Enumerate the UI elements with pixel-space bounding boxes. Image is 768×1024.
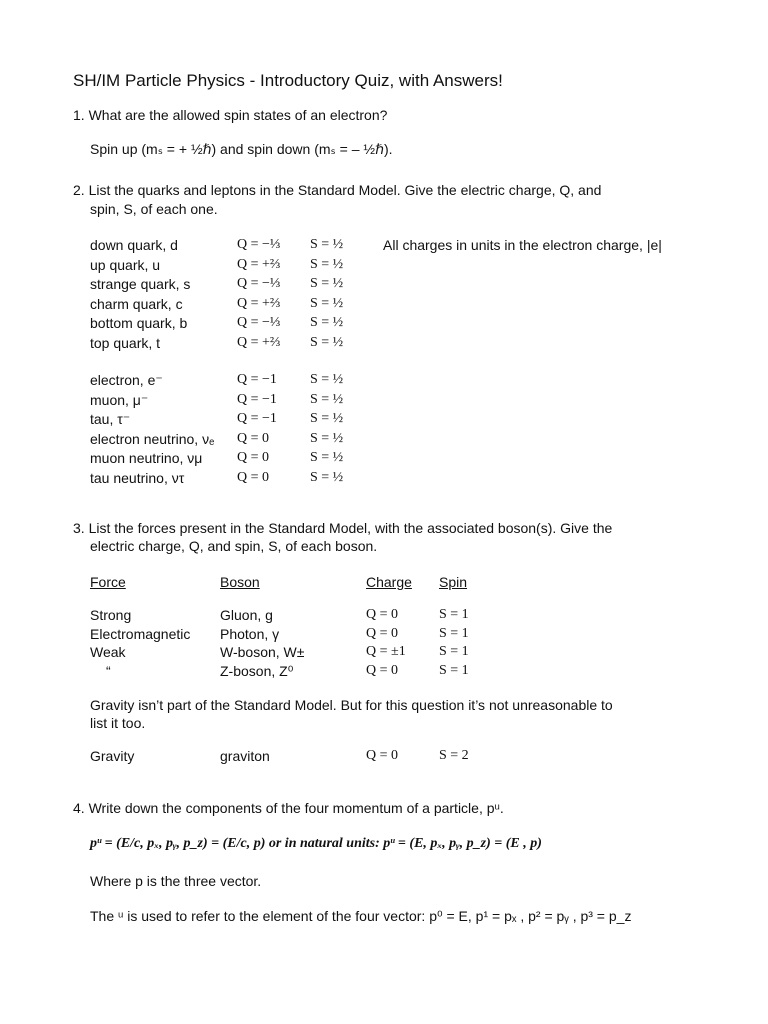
lepton-name: muon neutrino, νμ <box>90 450 203 466</box>
quark-name: down quark, d <box>90 237 178 253</box>
lepton-spin: S = ½ <box>310 372 344 387</box>
boson-boson: Gluon, g <box>220 607 273 623</box>
quark-name: charm quark, c <box>90 295 183 312</box>
four-vector-elements: The ᵘ is used to refer to the element of the four vector: p⁰ = E, p¹ = pₓ , p² = pᵧ , p³ = p_z <box>90 908 632 924</box>
gravity-note-line-2: list it too. <box>90 715 146 731</box>
boson-spin: S = 1 <box>439 662 469 678</box>
boson-boson: Z-boson, Z⁰ <box>220 662 294 679</box>
boson-boson: Photon, γ <box>220 625 280 642</box>
lepton-spin: S = ½ <box>310 430 344 446</box>
lepton-name: tau neutrino, ντ <box>90 469 185 486</box>
answer-1: Spin up (mₛ = + ½ℏ) and spin down (mₛ = – ½ℏ). <box>90 141 393 157</box>
header-charge: Charge <box>366 574 412 590</box>
header-boson: Boson <box>220 574 260 590</box>
quark-charge: Q = +⅔ <box>237 295 281 311</box>
boson-spin: S = 1 <box>439 625 469 641</box>
page-title: SH/IM Particle Physics - Introductory Quiz, with Answers! <box>73 71 503 90</box>
lepton-charge: Q = 0 <box>237 469 270 485</box>
quark-charge: Q = −⅓ <box>237 237 281 252</box>
quark-name: strange quark, s <box>90 276 191 292</box>
charge-units-note: All charges in units in the electron charge, |e| <box>383 237 662 253</box>
quark-name: bottom quark, b <box>90 315 188 331</box>
gravity-charge: Q = 0 <box>366 748 399 763</box>
question-3-line-2: electric charge, Q, and spin, S, of each boson. <box>90 538 378 554</box>
boson-charge: Q = ±1 <box>366 644 406 659</box>
lepton-spin: S = ½ <box>310 411 344 426</box>
gravity-note-line-1: Gravity isn’t part of the Standard Model. But for this question it’s not unreasonable to <box>90 697 613 713</box>
question-1: 1. What are the allowed spin states of an electron? <box>73 107 388 123</box>
quark-name: top quark, t <box>90 334 161 351</box>
lepton-name: tau, τ⁻ <box>90 411 131 427</box>
quark-spin: S = ½ <box>310 256 344 272</box>
lepton-charge: Q = −1 <box>237 372 277 387</box>
quark-charge: Q = −⅓ <box>237 315 281 330</box>
quark-spin: S = ½ <box>310 237 344 252</box>
lepton-name: muon, μ⁻ <box>90 391 149 408</box>
lepton-name: electron, e⁻ <box>90 372 163 388</box>
gravity-boson: graviton <box>220 748 270 764</box>
lepton-charge: Q = −1 <box>237 391 277 407</box>
lepton-charge: Q = −1 <box>237 411 277 426</box>
question-3-line-1: 3. List the forces present in the Standard Model, with the associated boson(s). Give the <box>73 520 613 536</box>
gravity-force: Gravity <box>90 748 135 764</box>
boson-force: “ <box>106 662 111 679</box>
quark-spin: S = ½ <box>310 276 344 291</box>
boson-boson: W-boson, W± <box>220 644 305 660</box>
question-4: 4. Write down the components of the four momentum of a particle, pᵘ. <box>73 800 504 816</box>
boson-spin: S = 1 <box>439 607 469 622</box>
four-momentum-formula: pᵘ = (E/c, pₓ, pᵧ, p_z) = (E/c, p) or in natural units: pᵘ = (E, pₓ, pᵧ, p_z) = (E , p) <box>90 836 542 851</box>
lepton-charge: Q = 0 <box>237 430 270 446</box>
quark-spin: S = ½ <box>310 295 344 311</box>
quark-name: up quark, u <box>90 256 161 273</box>
quark-charge: Q = −⅓ <box>237 276 281 291</box>
quark-charge: Q = +⅔ <box>237 256 281 272</box>
header-spin: Spin <box>439 574 468 590</box>
quark-charge: Q = +⅔ <box>237 334 281 350</box>
boson-spin: S = 1 <box>439 644 469 659</box>
lepton-name: electron neutrino, νₑ <box>90 430 215 447</box>
boson-charge: Q = 0 <box>366 625 399 641</box>
quark-spin: S = ½ <box>310 334 344 350</box>
lepton-spin: S = ½ <box>310 450 344 465</box>
lepton-spin: S = ½ <box>310 391 344 407</box>
question-2-line-1: 2. List the quarks and leptons in the Standard Model. Give the electric charge, Q, and <box>73 182 602 198</box>
gravity-spin: S = 2 <box>439 748 469 763</box>
three-vector-note: Where p is the three vector. <box>90 873 262 889</box>
lepton-spin: S = ½ <box>310 469 344 485</box>
boson-force: Weak <box>90 644 126 660</box>
header-force: Force <box>90 574 126 590</box>
boson-charge: Q = 0 <box>366 662 399 678</box>
boson-force: Electromagnetic <box>90 625 191 642</box>
lepton-charge: Q = 0 <box>237 450 270 465</box>
quark-spin: S = ½ <box>310 315 344 330</box>
question-2-line-2: spin, S, of each one. <box>90 201 218 217</box>
boson-force: Strong <box>90 607 132 623</box>
boson-charge: Q = 0 <box>366 607 399 622</box>
